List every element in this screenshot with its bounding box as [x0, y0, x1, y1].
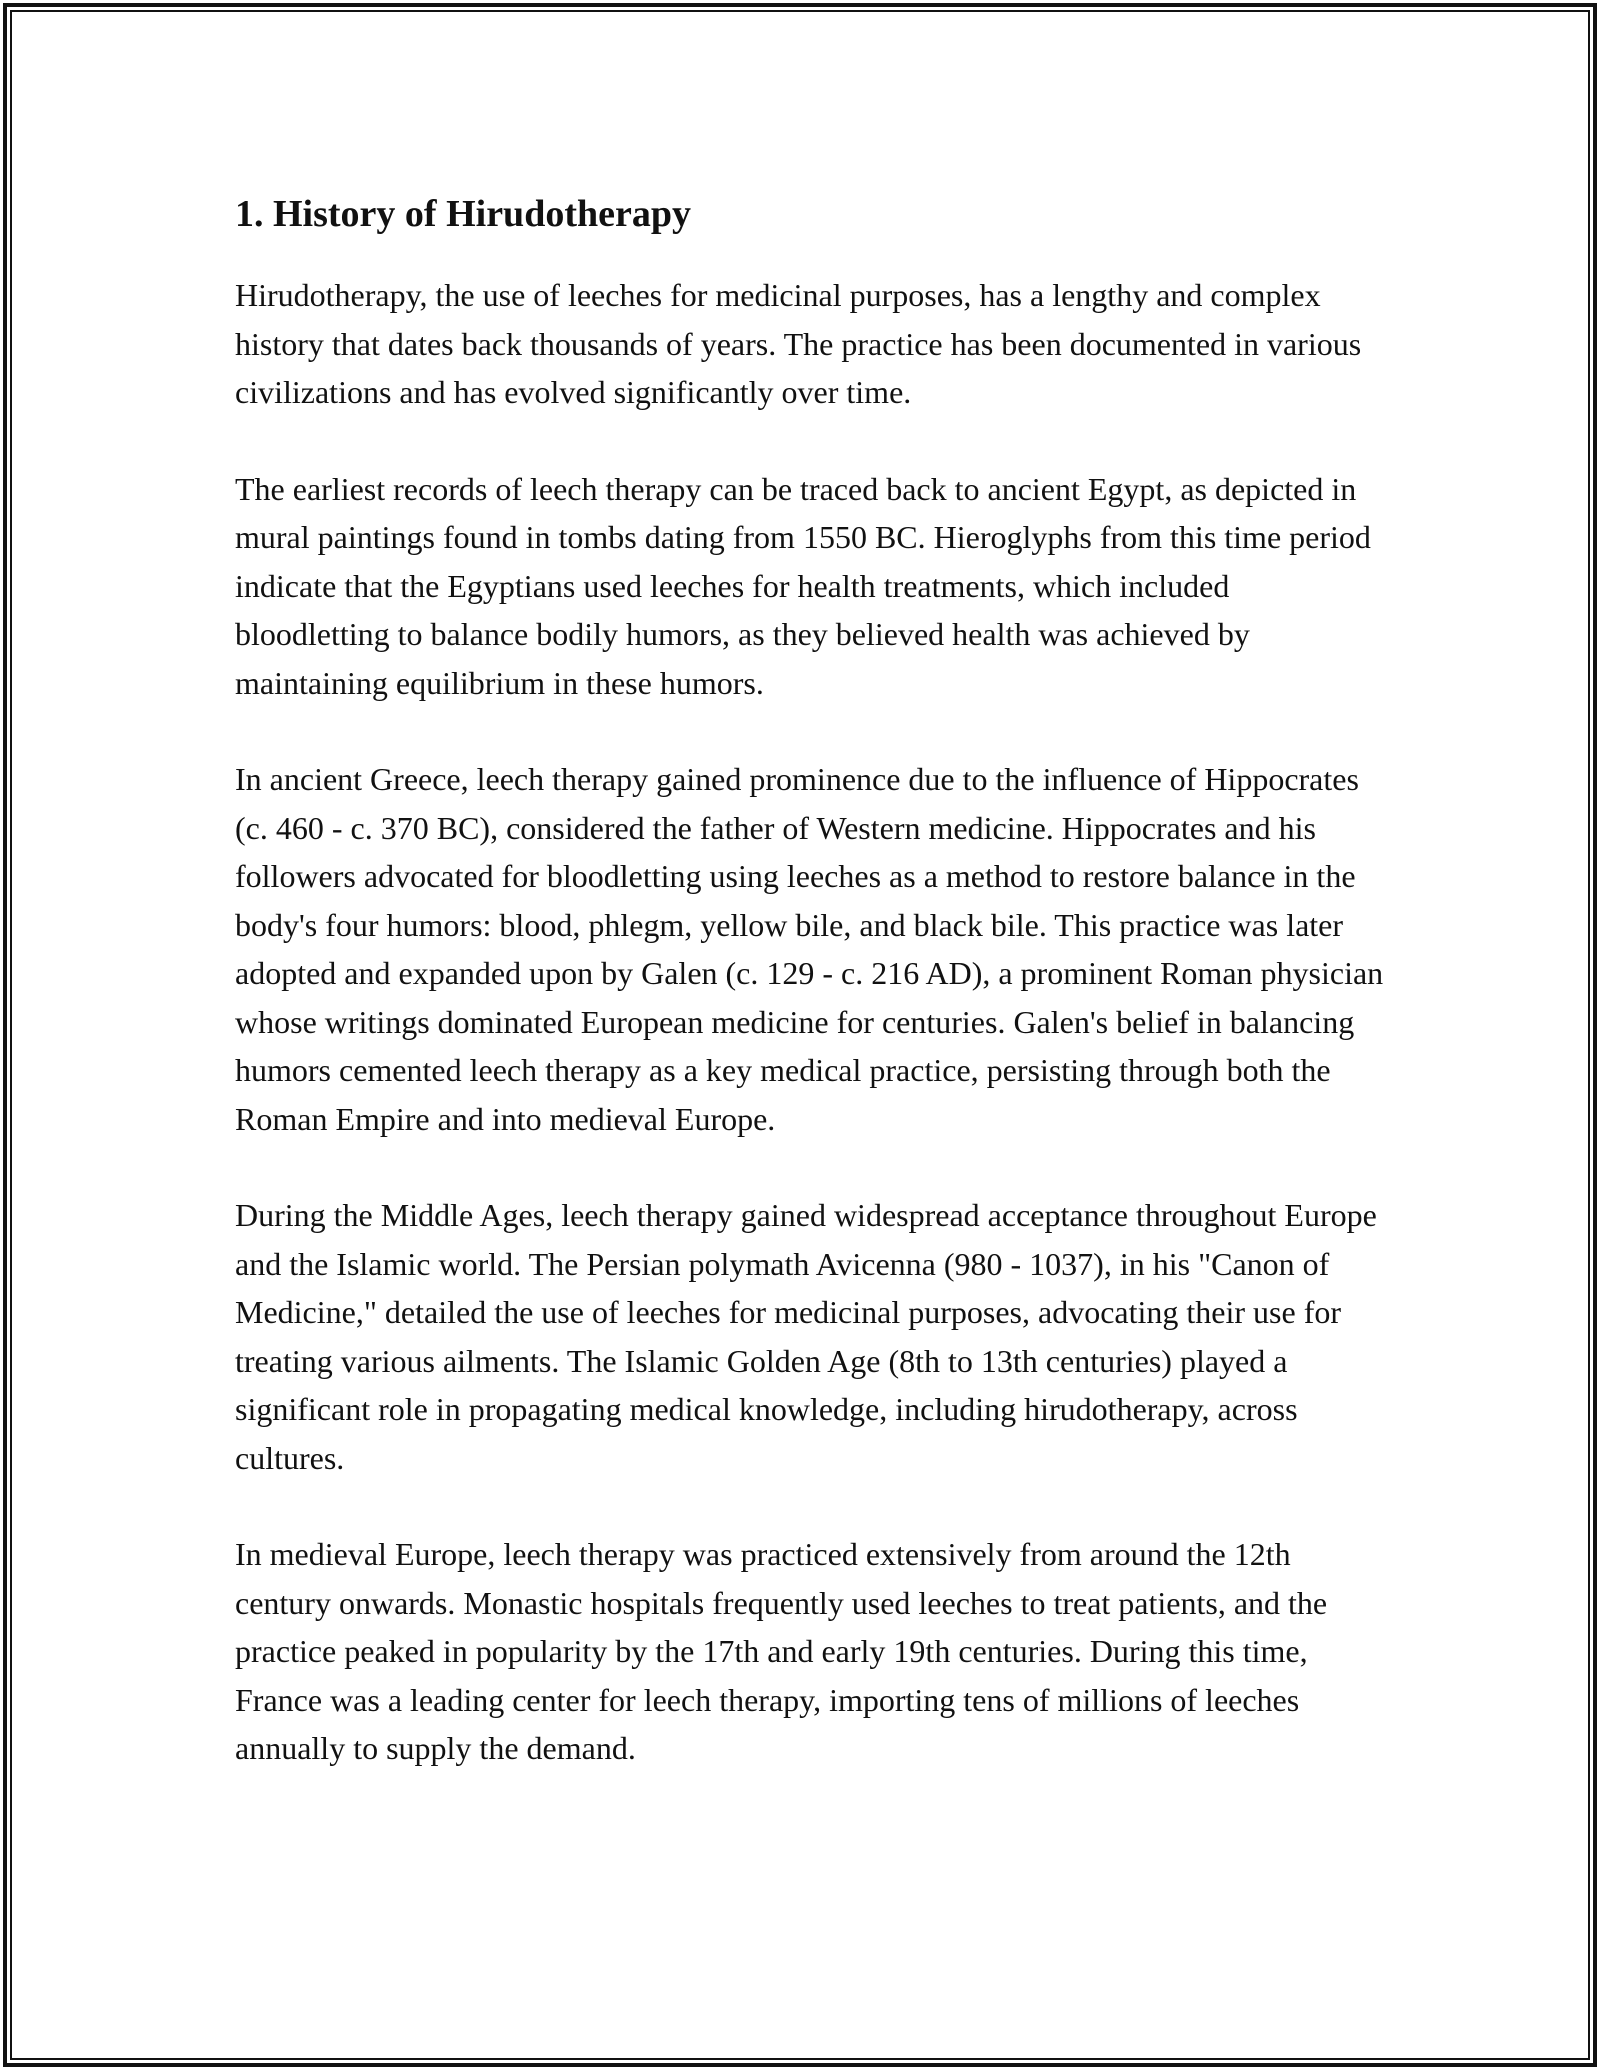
paragraph-intro: Hirudotherapy, the use of leeches for medicinal purposes, has a lengthy and complex history that dates back thousands of years. The practice has been documented in various civilizations and has evolved significantly over time.	[235, 277, 1362, 410]
section-title: 1. History of Hirudotherapy	[235, 193, 691, 235]
paragraph-middle-ages: During the Middle Ages, leech therapy gained widespread acceptance throughout Europe and the Islamic world. The Persian polymath Avicenna (980 - 1037), in his "Canon of Medicine," detailed the use of leeches for medicinal purposes, advocating their use for treating various ailments. The Islamic Golden Age (8th to 13th centuries) played a significant role in propagating medical knowledge, including hirudotherapy, across cultures.	[235, 1197, 1377, 1476]
paragraph-ancient-egypt: The earliest records of leech therapy can be traced back to ancient Egypt, as depicted in mural paintings found in tombs dating from 1550 BC. Hieroglyphs from this time period indicate that the Egyptians used leeches for health treatments, which included bloodletting to balance bodily humors, as they believed health was achieved by maintaining equilibrium in these humors.	[235, 470, 1371, 701]
paragraph-medieval-europe: In medieval Europe, leech therapy was practiced extensively from around the 12th century onwards. Monastic hospitals frequently used leeches to treat patients, and the practice peaked in popularity by the 17th and early 19th centuries. During this time, France was a leading center for leech therapy, importing tens of millions of leeches annually to supply the demand.	[235, 1536, 1328, 1766]
paragraph-ancient-greece: In ancient Greece, leech therapy gained prominence due to the influence of Hippocrates (c. 460 - c. 370 BC), considered the father of Western medicine. Hippocrates and his followers advocated for bloodletting using leeches as a method to restore balance in the body's four humors: blood, phlegm, yellow bile, and black bile. This practice was later adopted and expanded upon by Galen (c. 129 - c. 216 AD), a prominent Roman physician whose writings dominated European medicine for centuries. Galen's belief in balancing humors cemented leech therapy as a key medical practice, persisting through both the Roman Empire and into medieval Europe.	[235, 761, 1384, 1137]
document-body	[235, 185, 1385, 1821]
